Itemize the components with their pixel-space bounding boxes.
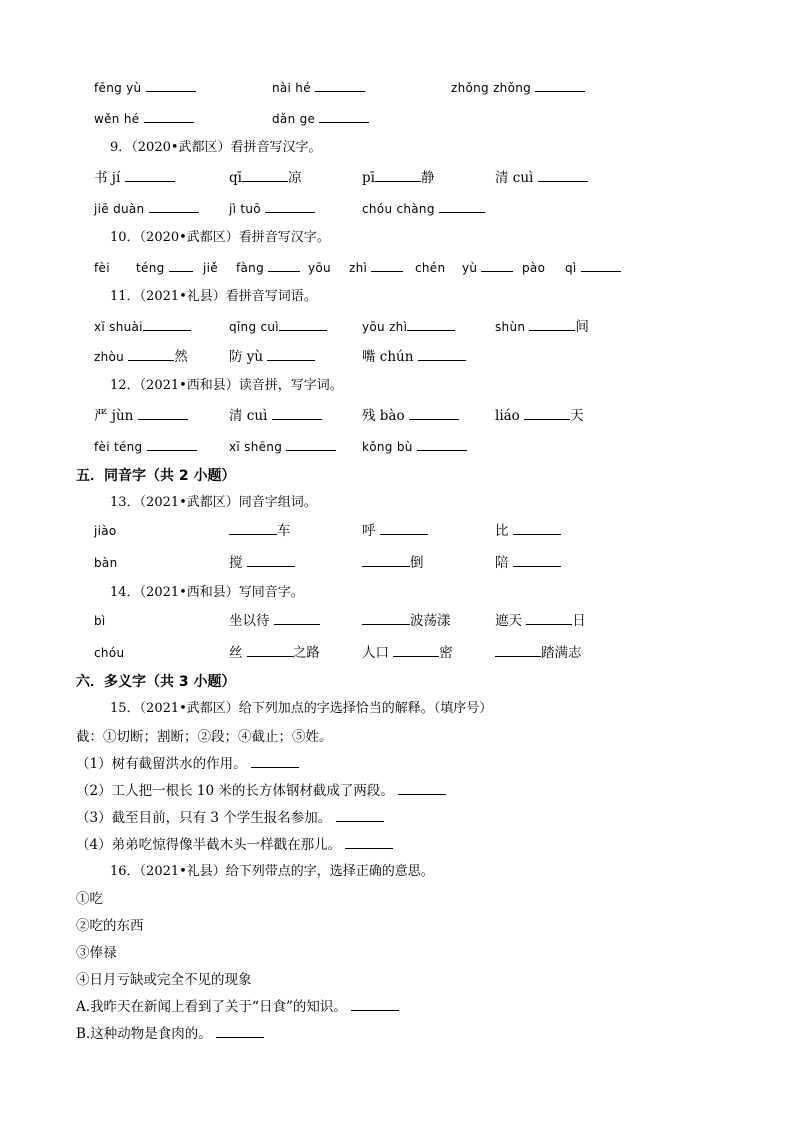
question-title: 9．（2020•武都区）看拼音写汉字。 [110,140,322,155]
definition-line: 截：①切断；割断；②段；④截止；⑤姓。 [76,729,333,745]
answer-blank[interactable] [274,609,320,625]
q16-option: ③俸禄 [76,945,117,961]
question-title: 13．（2021•武都区）同音字组词。 [110,495,317,510]
q9-item: chóu chàng [362,197,485,221]
answer-blank[interactable] [247,551,295,567]
pinyin-item: dǎn ge [272,107,369,131]
q16-item: A.我昨天在新闻上看到了关于“日食”的知识。 [0,995,794,1019]
answer-blank[interactable] [146,76,196,92]
answer-blank[interactable] [513,551,561,567]
pinyin-row-1 [0,76,794,100]
answer-blank[interactable] [375,166,421,182]
answer-blank[interactable] [362,609,410,625]
answer-blank[interactable] [336,806,384,822]
q10-row-1: fèi téng jiě fàng yōu zhì chén yù pào qì [0,256,794,280]
q13-row-1: jiào 车 呼 比 [0,519,794,543]
answer-blank[interactable] [144,107,194,123]
answer-blank[interactable] [169,256,193,272]
question-title: 12．（2021•西和县）读音拼，写字词。 [110,378,343,393]
q9-item: 清 cuì [495,166,588,190]
q16-option: ②吃的东西 [76,918,144,934]
q16-option: ④日月亏缺或完全不见的现象 [76,972,252,988]
answer-blank[interactable] [371,256,403,272]
answer-blank[interactable] [147,435,197,451]
q9-item: 书 jí [94,166,175,190]
answer-blank[interactable] [286,435,336,451]
answer-blank[interactable] [417,435,467,451]
pinyin-item: nài hé [272,76,365,100]
question-title: 11．（2021•礼县）看拼音写词语。 [110,289,317,304]
section-heading: 六．多义字（共 3 小题） [76,674,236,690]
answer-blank[interactable] [125,166,175,182]
q16-option: ①吃 [76,891,103,907]
answer-blank[interactable] [538,166,588,182]
q9-row-1 [0,166,794,190]
q9-item: jiē duàn [94,197,199,221]
answer-blank[interactable] [315,76,365,92]
answer-blank[interactable] [268,256,300,272]
answer-blank[interactable] [495,641,541,657]
q16-item: B.这种动物是食肉的。 [0,1022,794,1046]
answer-blank[interactable] [524,404,570,420]
answer-blank[interactable] [380,519,428,535]
answer-blank[interactable] [138,404,188,420]
q14-row-2: chóu 丝 之路 人口 密 踏满志 [0,641,794,665]
q13-row-2: bàn 搅 倒 陪 [0,551,794,575]
q15-item: （3）截至目前，只有 3 个学生报名参加。 [0,806,794,830]
q12-row-1: 严 jùn 清 cuì 残 bào liáo 天 [0,404,794,428]
answer-blank[interactable] [247,641,293,657]
answer-blank[interactable] [279,315,327,331]
answer-blank[interactable] [513,519,561,535]
q11-row-1: xī shuài qīng cuì yōu zhì shùn 间 [0,315,794,339]
q9-item: jì tuō [229,197,315,221]
q15-item: （2）工人把一根长 10 米的长方体钢材截成了两段。 [0,779,794,803]
answer-blank[interactable] [251,752,299,768]
answer-blank[interactable] [345,833,393,849]
q14-row-1: bì 坐以待 波荡漾 遮天 日 [0,609,794,633]
answer-blank[interactable] [581,256,621,272]
q15-item: （1）树有截留洪水的作用。 [0,752,794,776]
answer-blank[interactable] [535,76,585,92]
question-title: 14．（2021•西和县）写同音字。 [110,585,304,600]
answer-blank[interactable] [481,256,513,272]
answer-blank[interactable] [128,345,174,361]
q11-row-2: zhòu 然 防 yù 嘴 chún [0,345,794,369]
q12-row-2: fèi téng xī shēng kǒng bù [0,435,794,459]
answer-blank[interactable] [272,404,322,420]
q15-item: （4）弟弟吃惊得像半截木头一样戳在那儿。 [0,833,794,857]
answer-blank[interactable] [362,551,410,567]
question-title: 15．（2021•武都区）给下列加点的字选择恰当的解释。（填序号） [110,701,493,716]
answer-blank[interactable] [351,995,399,1011]
q9-item: pī 静 [362,166,434,190]
answer-blank[interactable] [526,609,572,625]
answer-blank[interactable] [242,166,288,182]
pinyin-item: wěn hé [94,107,194,131]
answer-blank[interactable] [216,1022,264,1038]
section-heading: 五．同音字（共 2 小题） [76,468,236,484]
answer-blank[interactable] [319,107,369,123]
pinyin-row-2 [0,107,794,131]
pinyin-item: zhǒng zhǒng [451,76,585,100]
answer-blank[interactable] [267,345,315,361]
answer-blank[interactable] [409,404,459,420]
answer-blank[interactable] [418,345,466,361]
q9-item: qī 凉 [229,166,301,190]
answer-blank[interactable] [393,641,439,657]
answer-blank[interactable] [398,779,446,795]
answer-blank[interactable] [143,315,191,331]
q9-row-2 [0,197,794,221]
answer-blank[interactable] [149,197,199,213]
question-title: 16．（2021•礼县）给下列带点的字，选择正确的意思。 [110,864,434,879]
pinyin-item: fēng yù [94,76,196,100]
answer-blank[interactable] [439,197,485,213]
question-title: 10．（2020•武都区）看拼音写汉字。 [110,230,330,245]
answer-blank[interactable] [407,315,455,331]
answer-blank[interactable] [229,519,277,535]
answer-blank[interactable] [529,315,575,331]
answer-blank[interactable] [265,197,315,213]
